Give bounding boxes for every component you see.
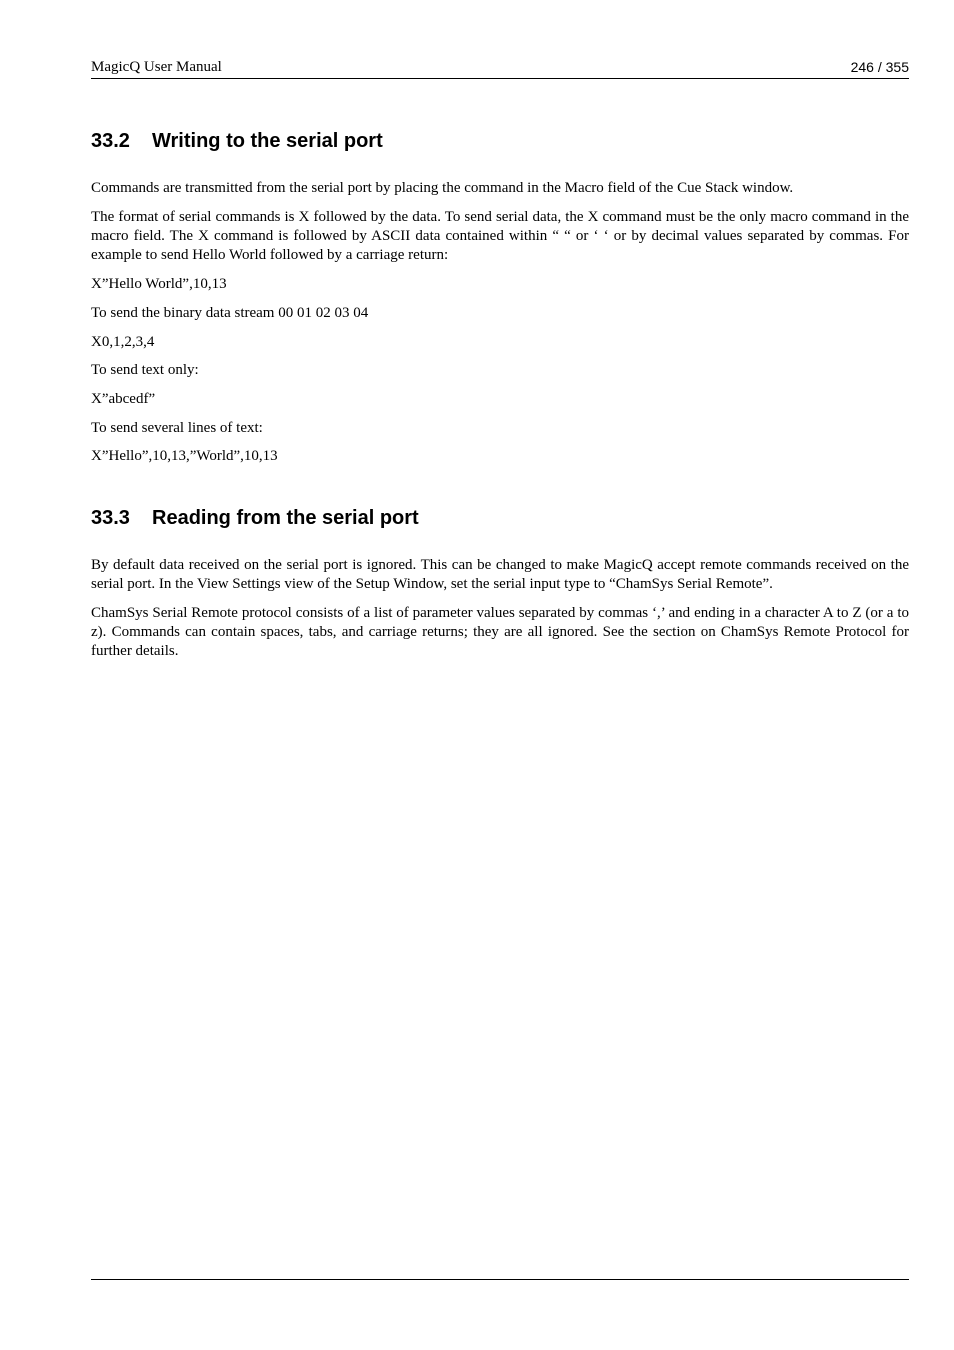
code-example: X”abcedf” xyxy=(91,391,156,407)
code-example: X”Hello World”,10,13 xyxy=(91,276,227,292)
code-example: X”Hello”,10,13,”World”,10,13 xyxy=(91,448,278,464)
section-heading-33-2 xyxy=(91,128,909,154)
paragraph: ChamSys Serial Remote protocol consists of a list of parameter values separated by commas ‘,’ and ending in a character A to Z (or a to z). Commands can contain spaces, tabs, and carriage returns; they are all ignored. See the section on ChamSys Remote Protocol for further details. xyxy=(91,605,909,659)
document-title: MagicQ User Manual xyxy=(91,59,222,75)
section-title: Writing to the serial port xyxy=(152,130,383,152)
page-header xyxy=(91,57,909,77)
page-number: 246 / 355 xyxy=(850,59,909,75)
section-number: 33.3 xyxy=(91,507,130,529)
header-divider xyxy=(91,78,909,79)
section-number: 33.2 xyxy=(91,130,130,152)
code-example: X0,1,2,3,4 xyxy=(91,334,155,350)
paragraph: To send the binary data stream 00 01 02 03 04 xyxy=(91,305,369,321)
footer-divider xyxy=(91,1279,909,1280)
paragraph: The format of serial commands is X followed by the data. To send serial data, the X command must be the only macro command in the macro field. The X command is followed by ASCII data contained within “ “ or ‘ ‘ or by decimal values separated by commas. For example to send Hello World followed by a carriage return: xyxy=(91,209,909,263)
section-title: Reading from the serial port xyxy=(152,507,419,529)
paragraph: To send several lines of text: xyxy=(91,420,263,436)
paragraph: By default data received on the serial port is ignored. This can be changed to make MagicQ accept remote commands received on the serial port. In the View Settings view of the Setup Window, set the serial input type to “ChamSys Serial Remote”. xyxy=(91,557,909,592)
paragraph: Commands are transmitted from the serial port by placing the command in the Macro field of the Cue Stack window. xyxy=(91,180,794,196)
paragraph: To send text only: xyxy=(91,362,199,378)
section-heading-33-3 xyxy=(91,505,909,531)
